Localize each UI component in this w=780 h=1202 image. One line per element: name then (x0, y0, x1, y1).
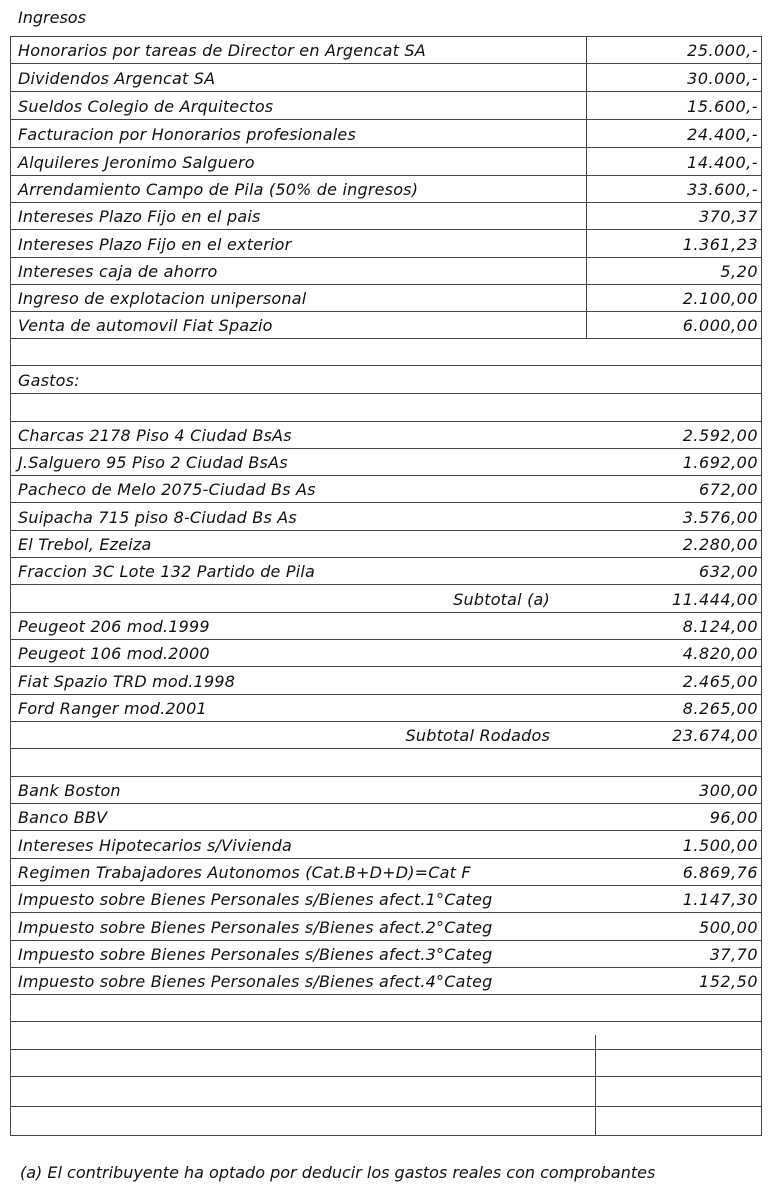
footnote: (a) El contribuyente ha optado por deducir los gastos reales con comprobantes (20, 1163, 656, 1182)
row-label: Bank Boston (18, 781, 121, 800)
empty-row (10, 995, 762, 1022)
row-value: 37,70 (709, 945, 758, 964)
subtotal-row (10, 722, 762, 749)
row-value: 1.147,30 (682, 890, 758, 909)
table-row (10, 831, 762, 859)
row-label: Arrendamiento Campo de Pila (50% de ingresos) (18, 180, 419, 199)
table-row (10, 148, 762, 176)
row-label: El Trebol, Ezeiza (18, 535, 152, 554)
row-label: Alquileres Jeronimo Salguero (18, 153, 255, 172)
table-row (10, 449, 762, 476)
row-value: 3.576,00 (682, 508, 758, 527)
table-row (10, 36, 762, 64)
table-row (10, 64, 762, 92)
table-row (10, 120, 762, 148)
row-label: Impuesto sobre Bienes Personales s/Bienes afect.3°Categ (18, 945, 493, 964)
row-label: Intereses Hipotecarios s/Vivienda (18, 836, 292, 855)
subtotal-row (10, 585, 762, 613)
row-value: 1.692,00 (682, 453, 758, 472)
row-value: 2.465,00 (682, 672, 758, 691)
row-value: 8.265,00 (682, 699, 758, 718)
table-row (10, 558, 762, 585)
table-row (10, 422, 762, 449)
table-row (10, 941, 762, 968)
row-value: 6.000,00 (682, 316, 758, 335)
empty-row (10, 1077, 762, 1107)
table-row (10, 804, 762, 831)
table-row (10, 503, 762, 531)
row-label: Charcas 2178 Piso 4 Ciudad BsAs (18, 426, 292, 445)
row-value: 6.869,76 (682, 863, 758, 882)
row-value: 33.600,- (687, 180, 758, 199)
row-value: 2.280,00 (682, 535, 758, 554)
table-row (10, 92, 762, 120)
empty-row (10, 749, 762, 777)
row-value: 4.820,00 (682, 644, 758, 663)
row-label: Ford Ranger mod.2001 (18, 699, 207, 718)
row-value: 2.100,00 (682, 289, 758, 308)
empty-row (10, 339, 762, 366)
empty-row (10, 1022, 762, 1050)
row-value: 672,00 (699, 480, 758, 499)
table-row (10, 968, 762, 995)
row-value: 15.600,- (687, 97, 758, 116)
table-row (10, 667, 762, 695)
row-value: 14.400,- (687, 153, 758, 172)
table-row (10, 258, 762, 285)
row-value: 632,00 (699, 562, 758, 581)
table-row (10, 285, 762, 312)
row-label: Fraccion 3C Lote 132 Partido de Pila (18, 562, 316, 581)
table-row (10, 777, 762, 804)
table-row (10, 531, 762, 558)
subtotal-rodados-label: Subtotal Rodados (405, 726, 550, 745)
table-row (10, 640, 762, 667)
row-value: 1.500,00 (682, 836, 758, 855)
row-label: Suipacha 715 piso 8-Ciudad Bs As (18, 508, 297, 527)
row-label: Dividendos Argencat SA (18, 69, 216, 88)
ingresos-title: Ingresos (18, 8, 86, 27)
row-value: 2.592,00 (682, 426, 758, 445)
row-label: Impuesto sobre Bienes Personales s/Bienes afect.4°Categ (18, 972, 493, 991)
subtotal-a-value: 11.444,00 (672, 590, 758, 609)
row-label: Intereses Plazo Fijo en el pais (18, 207, 261, 226)
gastos-header-row (10, 366, 762, 394)
row-value: 96,00 (709, 808, 758, 827)
table-row (10, 913, 762, 941)
row-label: Sueldos Colegio de Arquitectos (18, 97, 274, 116)
row-label: Banco BBV (18, 808, 108, 827)
row-value: 1.361,23 (682, 235, 758, 254)
row-label: Impuesto sobre Bienes Personales s/Bienes afect.1°Categ (18, 890, 493, 909)
table-row (10, 886, 762, 913)
row-label: Ingreso de explotacion unipersonal (18, 289, 307, 308)
row-label: Fiat Spazio TRD mod.1998 (18, 672, 236, 691)
empty-row (10, 394, 762, 422)
row-label: Venta de automovil Fiat Spazio (18, 316, 273, 335)
row-label: Impuesto sobre Bienes Personales s/Bienes afect.2°Categ (18, 918, 493, 937)
row-label: Pacheco de Melo 2075-Ciudad Bs As (18, 480, 316, 499)
row-value: 25.000,- (687, 41, 758, 60)
row-value: 370,37 (699, 207, 758, 226)
row-value: 24.400,- (687, 125, 758, 144)
row-value: 30.000,- (687, 69, 758, 88)
row-label: J.Salguero 95 Piso 2 Ciudad BsAs (18, 453, 288, 472)
row-value: 300,00 (699, 781, 758, 800)
row-value: 500,00 (699, 918, 758, 937)
row-label: Honorarios por tareas de Director en Argencat SA (18, 41, 426, 60)
row-label: Facturacion por Honorarios profesionales (18, 125, 356, 144)
table-row (10, 476, 762, 503)
gastos-title: Gastos: (18, 371, 80, 390)
table-row (10, 312, 762, 339)
table-row (10, 859, 762, 886)
empty-row (10, 1107, 762, 1136)
row-value: 5,20 (720, 262, 758, 281)
table-row (10, 230, 762, 258)
empty-row (10, 1050, 762, 1077)
row-label: Regimen Trabajadores Autonomos (Cat.B+D+D)=Cat F (18, 863, 471, 882)
table-row (10, 203, 762, 230)
subtotal-rodados-value: 23.674,00 (672, 726, 758, 745)
row-label: Intereses caja de ahorro (18, 262, 218, 281)
table-row (10, 613, 762, 640)
row-label: Intereses Plazo Fijo en el exterior (18, 235, 292, 254)
row-label: Peugeot 206 mod.1999 (18, 617, 210, 636)
table-row (10, 695, 762, 722)
row-value: 8.124,00 (682, 617, 758, 636)
row-value: 152,50 (699, 972, 758, 991)
subtotal-a-label: Subtotal (a) (453, 590, 550, 609)
table-row (10, 176, 762, 203)
row-label: Peugeot 106 mod.2000 (18, 644, 210, 663)
